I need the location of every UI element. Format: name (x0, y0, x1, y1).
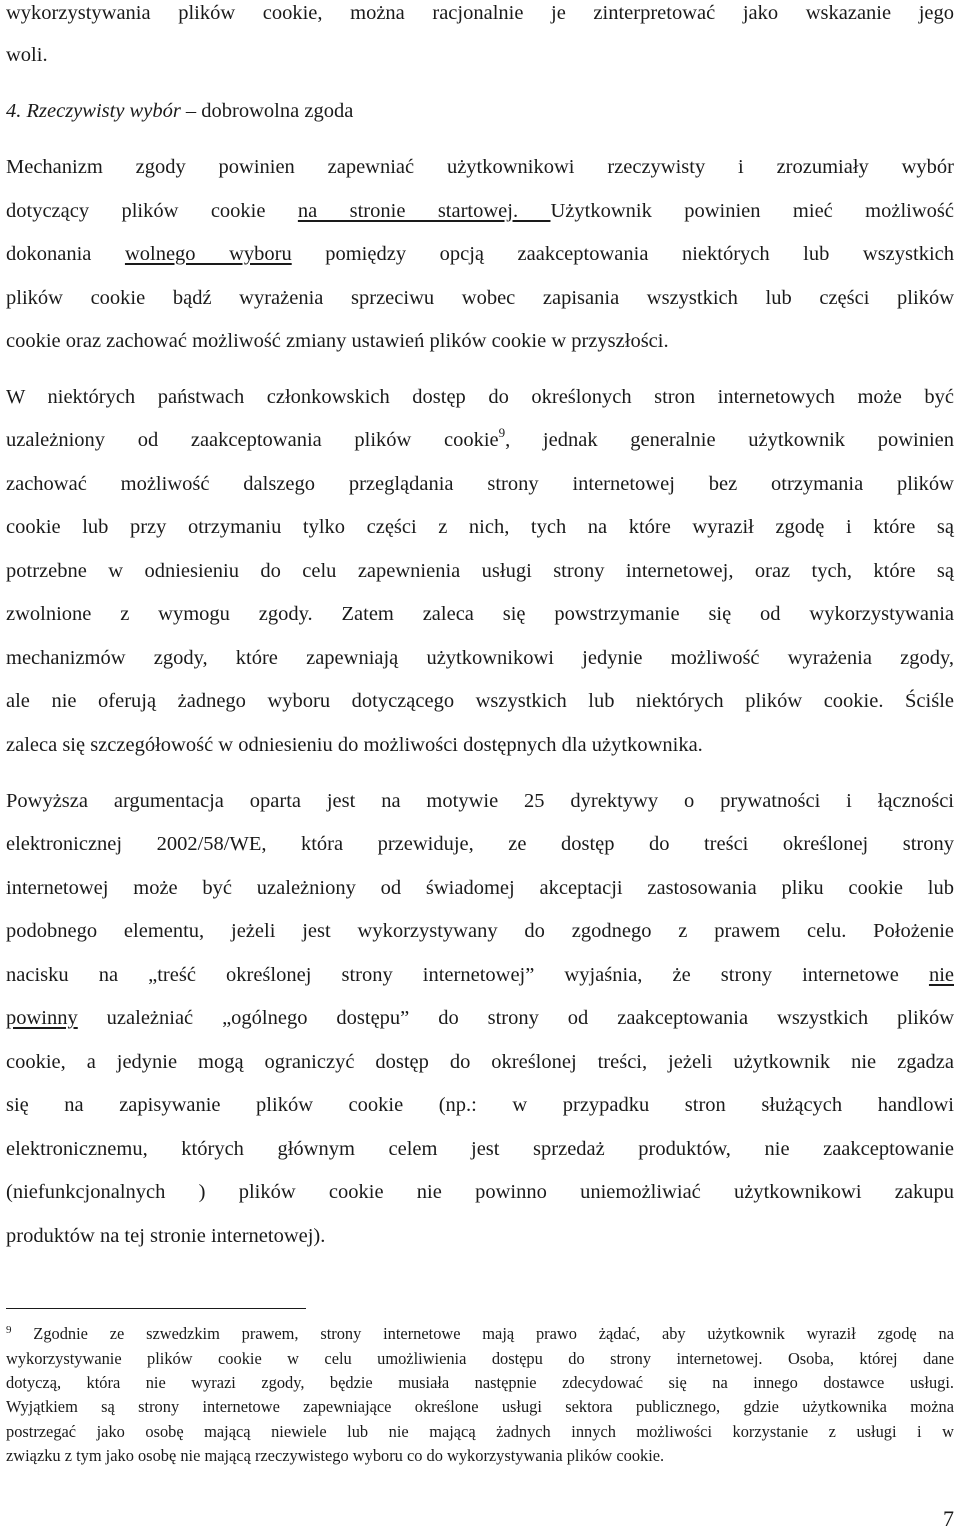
text-line: dokonania wolnego wyboru pomiędzy opcją zaakceptowania niektórych lub wszystkich (6, 243, 954, 265)
text-line: elektronicznej 2002/58/WE, która przewiduje, ze dostęp do treści określonej strony (6, 833, 954, 855)
text-line: internetowej może być uzależniony od świadomej akceptacji zastosowania pliku cookie lub (6, 877, 954, 899)
footnote-line: postrzegać jako osobę mającą niewiele lub nie mającą żadnych innych możliwości korzystanie z usługi i w (6, 1422, 954, 1441)
text-line: cookie lub przy otrzymaniu tylko części z nich, tych na które wyraził zgodę i które są (6, 516, 954, 538)
footnote-line: dotyczą, która nie wyrazi zgody, będzie musiała następnie zdecydować się na innego dostawce usługi. (6, 1373, 954, 1392)
text-line: potrzebne w odniesieniu do celu zapewnienia usługi strony internetowej, oraz tych, które są (6, 560, 954, 582)
page-number: 7 (943, 1506, 954, 1531)
footnote-reference: 9 (498, 425, 506, 440)
text-line: cookie oraz zachować możliwość zmiany ustawień plików cookie w przyszłości. (6, 330, 669, 352)
text-line: Powyższa argumentacja oparta jest na motywie 25 dyrektywy o prywatności i łączności (6, 790, 954, 812)
underlined-text: powinny (6, 1007, 78, 1029)
underlined-text: wolnego wyboru (124, 243, 292, 265)
text-line: Mechanizm zgody powinien zapewniać użytkownikowi rzeczywisty i zrozumiały wybór (6, 156, 954, 178)
text-line: zaleca się szczegółowość w odniesieniu do możliwości dostępnych dla użytkownika. (6, 734, 703, 756)
underlined-text: nie (928, 964, 954, 986)
footnote-divider (6, 1308, 306, 1309)
footnote-number: 9 (6, 1324, 12, 1336)
text-line: plików cookie bądź wyrażenia sprzeciwu wobec zapisania wszystkich lub części plików (6, 287, 954, 309)
footnote-line: związku z tym jako osobę nie mającą rzeczywistego wyboru co do wykorzystywania plików cookie. (6, 1446, 665, 1465)
section-number: 4. (6, 100, 22, 122)
section-title: Rzeczywisty wybór (26, 100, 181, 122)
section-heading (6, 96, 954, 126)
section-subtitle: – dobrowolna zgoda (180, 100, 354, 122)
text-line: mechanizmów zgody, które zapewniają użytkownikowi jedynie możliwość wyrażenia zgody, (6, 647, 954, 669)
text-line: się na zapisywanie plików cookie (np.: w przypadku stron służących handlowi (6, 1094, 954, 1116)
text-line: uzależniony od zaakceptowania plików cookie$^9$, jednak generalnie użytkownik powinien (6, 425, 954, 451)
footnote-line: Wyjątkiem są strony internetowe zapewniające określone usługi sektora publicznego, gdzie użytkownika można (6, 1397, 954, 1416)
text-line: (niefunkcjonalnych ) plików cookie nie powinno uniemożliwiać użytkownikowi zakupu (6, 1181, 954, 1203)
text-line: ale nie oferują żadnego wyboru dotyczącego wszystkich lub niektórych plików cookie. Ściśle (6, 690, 954, 712)
text-line: wykorzystywania plików cookie, można racjonalnie je zinterpretować jako wskazanie jego (6, 2, 954, 24)
text-line: zachować możliwość dalszego przeglądania strony internetowej bez otrzymania plików (6, 473, 954, 495)
text-line: elektronicznemu, których głównym celem jest sprzedaż produktów, nie zaakceptowanie (6, 1138, 954, 1160)
text-line: powinny uzależniać „ogólnego dostępu” do strony od zaakceptowania wszystkich plików (6, 1007, 954, 1029)
text-line: podobnego elementu, jeżeli jest wykorzystywany do zgodnego z prawem celu. Położenie (6, 920, 954, 942)
text-line: woli. (6, 44, 48, 66)
text-line: dotyczący plików cookie na stronie startowej. Użytkownik powinien mieć możliwość (6, 200, 954, 222)
footnote-line: wykorzystywanie plików cookie w celu umożliwienia dostępu do strony internetowej. Osoba, której dane (6, 1349, 954, 1368)
text-line: zwolnione z wymogu zgody. Zatem zaleca się powstrzymanie się od wykorzystywania (6, 603, 954, 625)
text-line: produktów na tej stronie internetowej). (6, 1225, 326, 1247)
text-line: cookie, a jedynie mogą ograniczyć dostęp do określonej treści, jeżeli użytkownik nie zgadza (6, 1051, 954, 1073)
text-line: W niektórych państwach członkowskich dostęp do określonych stron internetowych może być (6, 386, 954, 408)
footnote-line: $^9$ Zgodnie ze szwedzkim prawem, strony internetowe mają prawo żądać, aby użytkownik wyraził zgodę na (6, 1324, 954, 1343)
text-line: nacisku na „treść określonej strony internetowej” wyjaśnia, że strony internetowe nie (6, 964, 954, 986)
underlined-text: na stronie startowej. (297, 200, 551, 222)
